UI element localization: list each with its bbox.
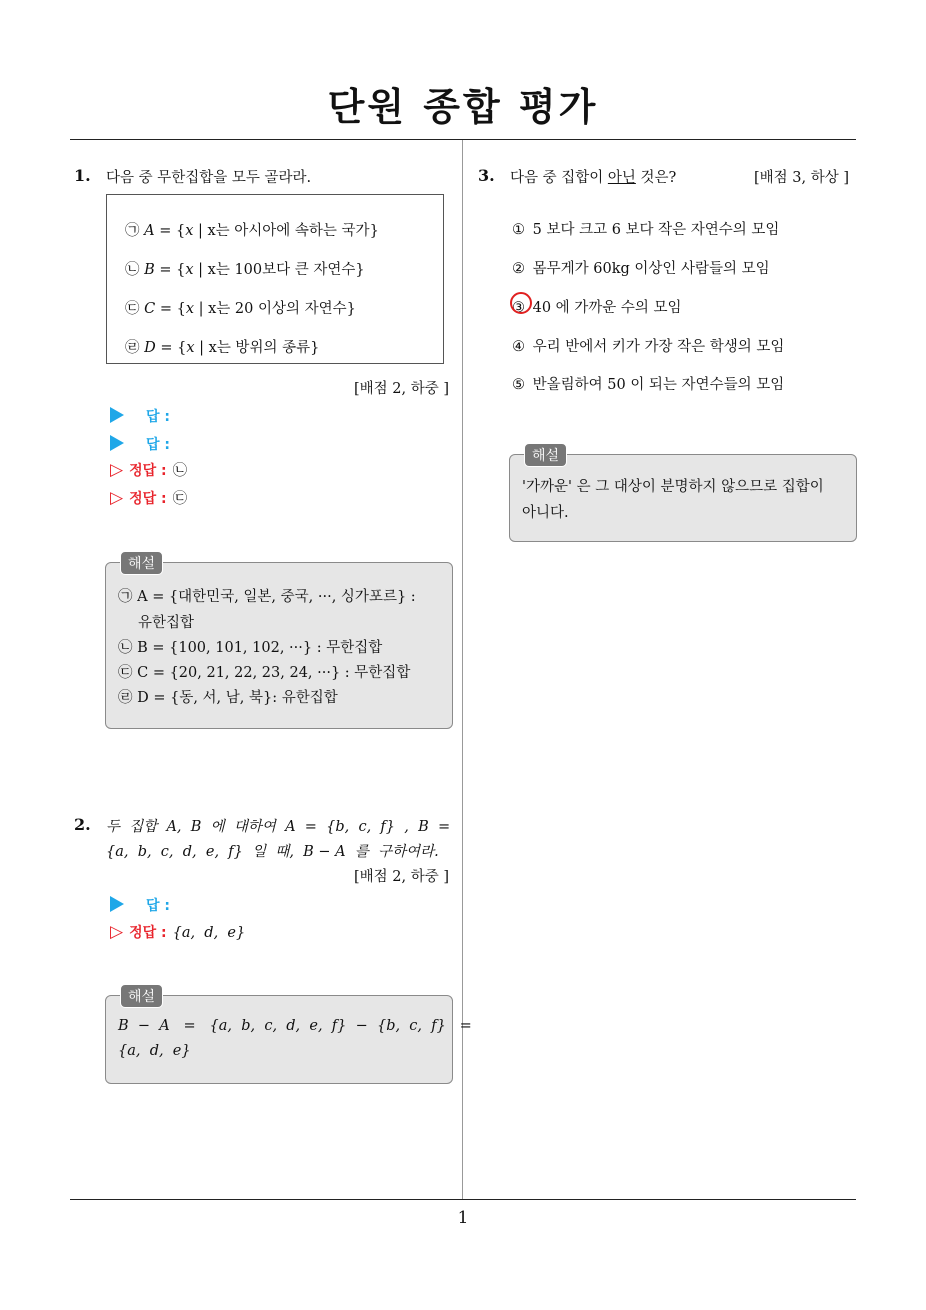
q3-points: [배점 3, 하상 ]	[754, 170, 850, 186]
q1-number: 1.	[74, 166, 91, 185]
q3-option-4[interactable]: ④ 우리 반에서 키가 가장 작은 학생의 모임	[512, 339, 785, 355]
q1-answer-field[interactable]: 답 :	[110, 406, 170, 426]
explanation-line: B − A = {a, b, c, d, e, f} − {b, c, f} =	[118, 1018, 472, 1034]
explanation-line: {a, d, e}	[118, 1043, 191, 1059]
explanation-line: '가까운' 은 그 대상이 분명하지 않으므로 집합이	[522, 479, 824, 495]
q1-definition-box	[106, 194, 444, 364]
q2-explanation-box	[105, 989, 472, 1084]
q3-prompt: 다음 중 집합이 아닌 것은?	[510, 170, 677, 186]
page-number: 1	[457, 1208, 469, 1228]
answer-arrow-icon	[110, 407, 124, 423]
q3-option-2[interactable]: ② 몸무게가 60kg 이상인 사람들의 모임	[512, 261, 770, 277]
explanation-line: ㉣ D = {동, 서, 남, 북}: 유한집합	[118, 690, 338, 706]
q2-number: 2.	[74, 815, 91, 834]
q3-number: 3.	[478, 166, 495, 185]
correct-arrow-icon: ▷	[110, 460, 124, 480]
explanation-tag: 해설	[524, 443, 567, 467]
answer-arrow-icon	[110, 896, 124, 912]
q3-option-3[interactable]: ③ 40 에 가까운 수의 모임	[512, 300, 682, 316]
q1-definition: ㉣ D = {x | x는 방위의 종류}	[125, 340, 320, 356]
page-title: 단원 종합 평가	[327, 85, 599, 129]
q1-definition: ㉠ A = {x | x는 아시아에 속하는 국가}	[125, 223, 379, 239]
q2-points: [배점 2, 하중 ]	[354, 869, 450, 885]
explanation-line: ㉠ A = {대한민국, 일본, 중국, ···, 싱가포르} :	[118, 589, 416, 605]
q3-option-1[interactable]: ① 5 보다 크고 6 보다 작은 자연수의 모임	[512, 222, 780, 238]
q3-explanation-box	[509, 448, 857, 542]
correct-arrow-icon: ▷	[110, 488, 124, 508]
explanation-tag: 해설	[120, 551, 163, 575]
q1-prompt: 다음 중 무한집합을 모두 골라라.	[106, 170, 312, 186]
answer-arrow-icon	[110, 435, 124, 451]
selected-answer-circle	[510, 292, 532, 314]
q3-option-5[interactable]: ⑤ 반올림하여 50 이 되는 자연수들의 모임	[512, 377, 785, 393]
explanation-line: 유한집합	[138, 615, 195, 631]
q1-answer-field[interactable]: 답 :	[110, 434, 170, 454]
q3-prompt-emphasis: 아닌	[607, 170, 636, 186]
explanation-line: 아니다.	[522, 505, 569, 521]
q1-correct-answer: ▷ 정답 : ㉢	[110, 488, 188, 508]
column-divider	[462, 140, 463, 1200]
q2-answer-field[interactable]: 답 :	[110, 895, 170, 915]
q2-prompt-line2: {a, b, c, d, e, f} 일 때, B − A 를 구하여라.	[106, 844, 439, 860]
footer-rule	[70, 1199, 856, 1200]
q1-definition: ㉢ C = {x | x는 20 이상의 자연수}	[125, 301, 356, 317]
q1-points: [배점 2, 하중 ]	[354, 381, 450, 397]
q1-correct-answer: ▷ 정답 : ㉡	[110, 460, 188, 480]
q2-correct-answer: ▷ 정답 : {a, d, e}	[110, 922, 246, 942]
q2-prompt-line1: 두 집합 A, B 에 대하여 A = {b, c, f} , B =	[106, 819, 451, 835]
explanation-tag: 해설	[120, 984, 163, 1008]
q1-definition: ㉡ B = {x | x는 100보다 큰 자연수}	[125, 262, 365, 278]
header-rule	[70, 139, 856, 140]
explanation-line: ㉢ C = {20, 21, 22, 23, 24, ···} : 무한집합	[118, 665, 411, 681]
explanation-line: ㉡ B = {100, 101, 102, ···} : 무한집합	[118, 640, 383, 656]
correct-arrow-icon: ▷	[110, 922, 124, 942]
q1-explanation-box	[105, 556, 453, 729]
